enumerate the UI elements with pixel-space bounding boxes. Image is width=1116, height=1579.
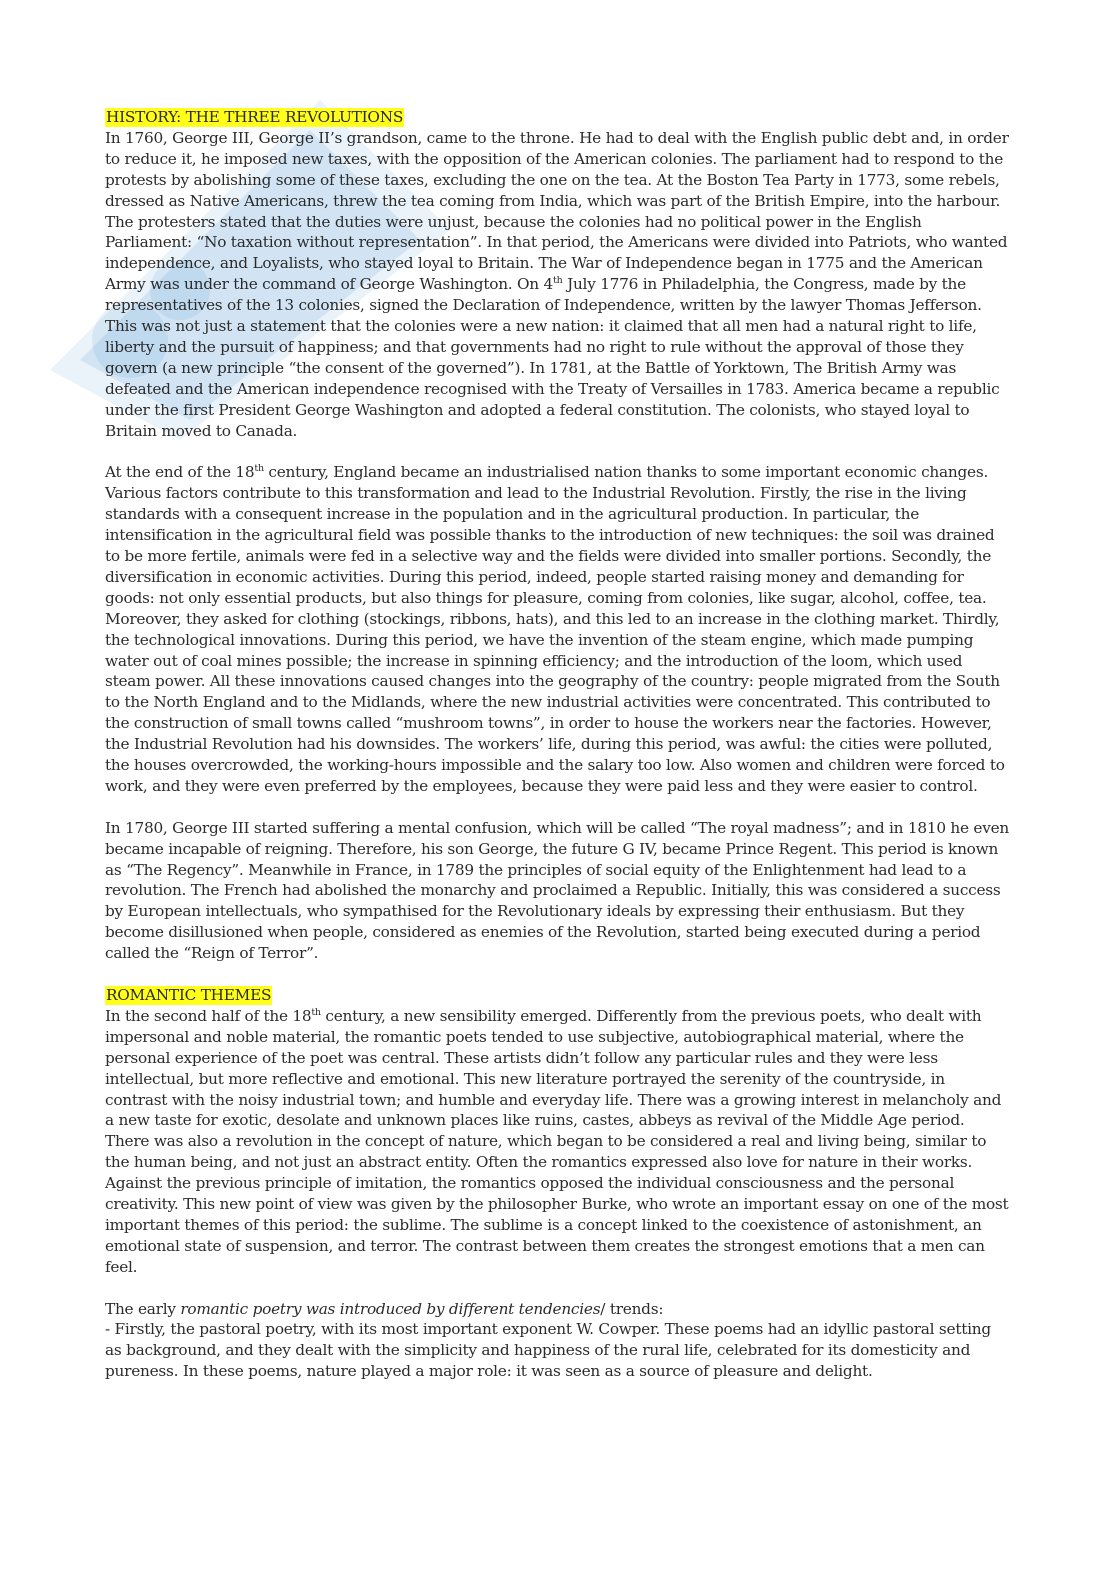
document-body <box>105 107 1010 1382</box>
paragraph-pastoral-poetry: - Firstly, the pastoral poetry, with its most important exponent W. Cowper. These poems had an idyllic pastoral setting as background, and they dealt with the simplicity and happiness of the rural life, celebrated for its domesticity and pureness. In these poems, nature played a major role: it was seen as a source of pleasure and delight. <box>105 1320 991 1381</box>
paragraph-early-romantic-poetry: The early romantic poetry was introduced by different tendencies/ trends: <box>105 1299 664 1318</box>
section-heading-romantic-themes: ROMANTIC THEMES <box>106 986 272 1004</box>
section-heading-history: HISTORY: THE THREE REVOLUTIONS <box>106 108 404 126</box>
paragraph-industrial-revolution: At the end of the 18th century, England became an industrialised nation thanks to some important economic changes. Various factors contribute to this transformation and lead to the Industrial Revolution. Firstly, the rise in the living standards with a consequent increase in the population and in the agricultural production. In particular, the intensification in the agricultural field was possible thanks to the introduction of new techniques: the soil was drained to be more fertile, animals were fed in a selective way and the fields were divided into smaller portions. Secondly, the diversification in economic activities. During this period, indeed, people started raising money and demanding for goods: not only essential products, but also things for pleasure, coming from colonies, like sugar, alcohol, coffee, tea. Moreover, they asked for clothing (stockings, ribbons, hats), and this led to an increase in the clothing market. Thirdly, the technological innovations. During this period, we have the invention of the steam engine, which made pumping water out of coal mines possible; the increase in spinning efficiency; and the introduction of the loom, which used steam power. All these innovations caused changes into the geography of the country: people migrated from the South to the North England and to the Midlands, where the new industrial activities were concentrated. This contributed to the construction of small towns called “mushroom towns”, in order to house the workers near the factories. However, the Industrial Revolution had his downsides. The workers’ life, during this period, was awful: the cities were polluted, the houses overcrowded, the working-hours impossible and the salary too low. Also women and children were forced to work, and they were even preferred by the employees, because they were paid less and they were easier to control. <box>105 463 1005 795</box>
paragraph-french-revolution: In 1780, George III started suffering a mental confusion, which will be called “The royal madness”; and in 1810 he even became incapable of reigning. Therefore, his son George, the future G IV, became Prince Regent. This period is known as “The Regency”. Meanwhile in France, in 1789 the principles of social equity of the Enlightenment had lead to a revolution. The French had abolished the monarchy and proclaimed a Republic. Initially, this was considered a success by European intellectuals, who sympathised for the Revolutionary ideals by expressing their enthusiasm. But they become disillusioned when people, considered as enemies of the Revolution, started being executed during a period called the “Reign of Terror”. <box>105 818 1010 963</box>
paragraph-american-revolution: In 1760, George III, George II’s grandson, came to the throne. He had to deal with the English public debt and, in order to reduce it, he imposed new taxes, with the opposition of the American colonies. The parliament had to respond to the protests by abolishing some of these taxes, excluding the one on the tea. At the Boston Tea Party in 1773, some rebels, dressed as Native Americans, threw the tea coming from India, which was part of the British Empire, into the harbour. The protesters stated that the duties were unjust, because the colonies had no political power in the English Parliament: “No taxation without representation”. In that period, the Americans were divided into Patriots, who wanted independence, and Loyalists, who stayed loyal to Britain. The War of Independence began in 1775 and the American Army was under the command of George Washington. On 4th July 1776 in Philadelphia, the Congress, made by the representatives of the 13 colonies, signed the Declaration of Independence, written by the lawyer Thomas Jefferson. This was not just a statement that the colonies were a new nation: it claimed that all men had a natural right to life, liberty and the pursuit of happiness; and that governments had no right to rule without the approval of those they govern (a new principle “the consent of the governed”). In 1781, at the Battle of Yorktown, The British Army was defeated and the American independence recognised with the Treaty of Versailles in 1783. America became a republic under the first President George Washington and adopted a federal constitution. The colonists, who stayed loyal to Britain moved to Canada. <box>105 128 1009 440</box>
paragraph-romantic-sensibility: In the second half of the 18th century, a new sensibility emerged. Differently from the previous poets, who dealt with impersonal and noble material, the romantic poets tended to use subjective, autobiographical material, where the personal experience of the poet was central. These artists didn’t follow any particular rules and they were less intellectual, but more reflective and emotional. This new literature portrayed the serenity of the countryside, in contrast with the noisy industrial town; and humble and everyday life. There was a growing interest in melancholy and a new taste for exotic, desolate and unknown places like ruins, castes, abbeys as revival of the Middle Age period. There was also a revolution in the concept of nature, which began to be considered a real and living being, similar to the human being, and not just an abstract entity. Often the romantics expressed also love for nature in their works. Against the previous principle of imitation, the romantics opposed the individual consciousness and the personal creativity. This new point of view was given by the philosopher Burke, who wrote an important essay on one of the most important themes of this period: the sublime. The sublime is a concept linked to the coexistence of astonishment, an emotional state of suspension, and terror. The contrast between them creates the strongest emotions that a men can feel. <box>105 1006 1009 1276</box>
